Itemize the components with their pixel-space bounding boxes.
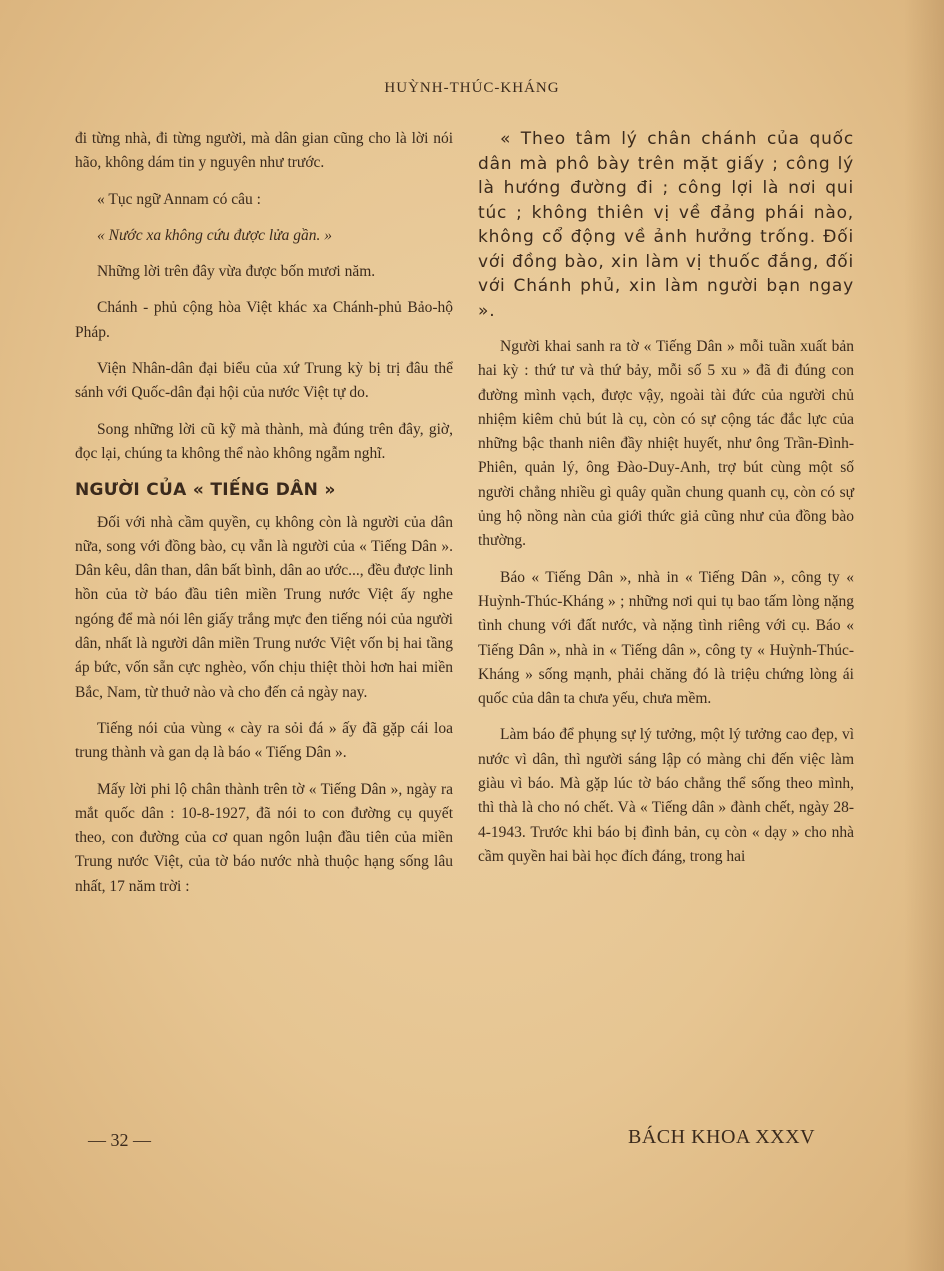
- paragraph: « Tục ngữ Annam có câu :: [97, 190, 261, 208]
- paragraph: Những lời trên đây vừa được bốn mươi năm.: [97, 263, 376, 281]
- paragraph: Làm báo để phụng sự lý tưởng, một lý tưởng cao đẹp, vì nước vì dân, thì người sáng lập có màng chi đến việc làm giàu vì báo. Mà gặp lúc tờ báo chẳng thể sống theo mình, thì thà là cho nó chết. Và « Tiếng dân » đành chết, ngày 28-4-1943. Trước khi báo bị đình bản, cụ còn « dạy » cho nhà cầm quyền hai bài học đích đáng, trong hai: [478, 726, 854, 865]
- paragraph: Báo « Tiếng Dân », nhà in « Tiếng Dân », công ty « Huỳnh-Thúc-Kháng » ; những nơi qui tụ bao tấm lòng nặng tình chung với đất nước, và nặng tình riêng với cụ. Báo « Tiếng Dân », nhà in « Tiếng dân », công ty « Huỳnh-Thúc-Kháng » sống mạnh, phải chăng đó là triệu chứng lòng ái quốc của dân ta chưa yếu, chưa mềm.: [478, 568, 854, 708]
- paragraph: Người khai sanh ra tờ « Tiếng Dân » mỗi tuần xuất bản hai kỳ : thứ tư và thứ bảy, mỗi số 5 xu » đã đi đúng con đường mình vạch, được vậy, ngoài tài đức của người chủ nhiệm kiêm chủ bút là cụ, còn có sự cộng tác đắc lực của những bậc thanh niên đầy nhiệt huyết, như ông Trần-Đình-Phiên, quản lý, ông Đào-Duy-Anh, trợ bút cùng một số người chẳng nhiều gì quây quần chung quanh cụ, còn có sự ủng hộ nồng nàn của giới thức giả cũng như của đồng bào thường.: [478, 338, 854, 550]
- right-column: [478, 127, 854, 881]
- proverb-quote: « Nước xa không cứu được lửa gần. »: [97, 226, 333, 244]
- paragraph: Đối với nhà cầm quyền, cụ không còn là người của dân nữa, song với đồng bào, cụ vẫn là người của « Tiếng Dân ». Dân kêu, dân than, dân bất bình, dân ao ước..., đều được linh hồn của tờ báo đầu tiên miền Trung nước Việt ấy nghe ngóng để mà nói lên giấy trắng mực đen tiếng nói của người dân, nhất là người dân miền Trung nước Việt vốn bị hai tầng áp bức, vốn sẵn cực nghèo, vốn chịu thiệt thòi hơn hai miền Bắc, Nam, từ thuở nào và cho đến cả ngày nay.: [75, 513, 453, 701]
- paragraph: Chánh - phủ cộng hòa Việt khác xa Chánh-phủ Bảo-hộ Pháp.: [75, 299, 453, 341]
- paragraph: Tiếng nói của vùng « cày ra sỏi đá » ấy đã gặp cái loa trung thành và gan dạ là báo « Tiếng Dân ».: [75, 719, 453, 762]
- paragraph: Song những lời cũ kỹ mà thành, mà đúng trên đây, giờ, đọc lại, chúng ta không thể nào không ngẫm nghĩ.: [75, 420, 453, 462]
- issue-label: BÁCH KHOA XXXV: [628, 1126, 816, 1148]
- page-edge-shadow: [904, 0, 944, 1271]
- block-quote: « Theo tâm lý chân chánh của quốc dân mà phô bày trên mặt giấy ; công lý là hướng đường đi ; công lợi là nơi qui túc ; không thiên vị về đảng phái nào, không cổ động về ảnh hưởng trống. Đối với đồng bào, xin làm vị thuốc đắng, đối với Chánh phủ, xin làm người bạn ngay ».: [478, 129, 854, 321]
- paragraph: Viện Nhân-dân đại biểu của xứ Trung kỳ bị trị đâu thể sánh với Quốc-dân đại hội của nước Việt tự do.: [75, 360, 453, 402]
- paragraph: Mấy lời phi lộ chân thành trên tờ « Tiếng Dân », ngày ra mắt quốc dân : 10-8-1927, đã nói to con đường cụ quyết theo, con đường của cơ quan ngôn luận đầu tiên của miền Trung nước Việt, của tờ báo nước nhà thuộc hạng sống lâu nhất, 17 năm trời :: [75, 780, 453, 895]
- section-heading: NGƯỜI CỦA « TIẾNG DÂN »: [75, 480, 336, 501]
- running-title: HUỲNH-THÚC-KHÁNG: [384, 80, 560, 96]
- left-column: [75, 127, 453, 911]
- page-number: — 32 —: [88, 1130, 151, 1150]
- paragraph: đi từng nhà, đi từng người, mà dân gian cũng cho là lời nói hão, không dám tin y nguyên như trước.: [75, 130, 453, 172]
